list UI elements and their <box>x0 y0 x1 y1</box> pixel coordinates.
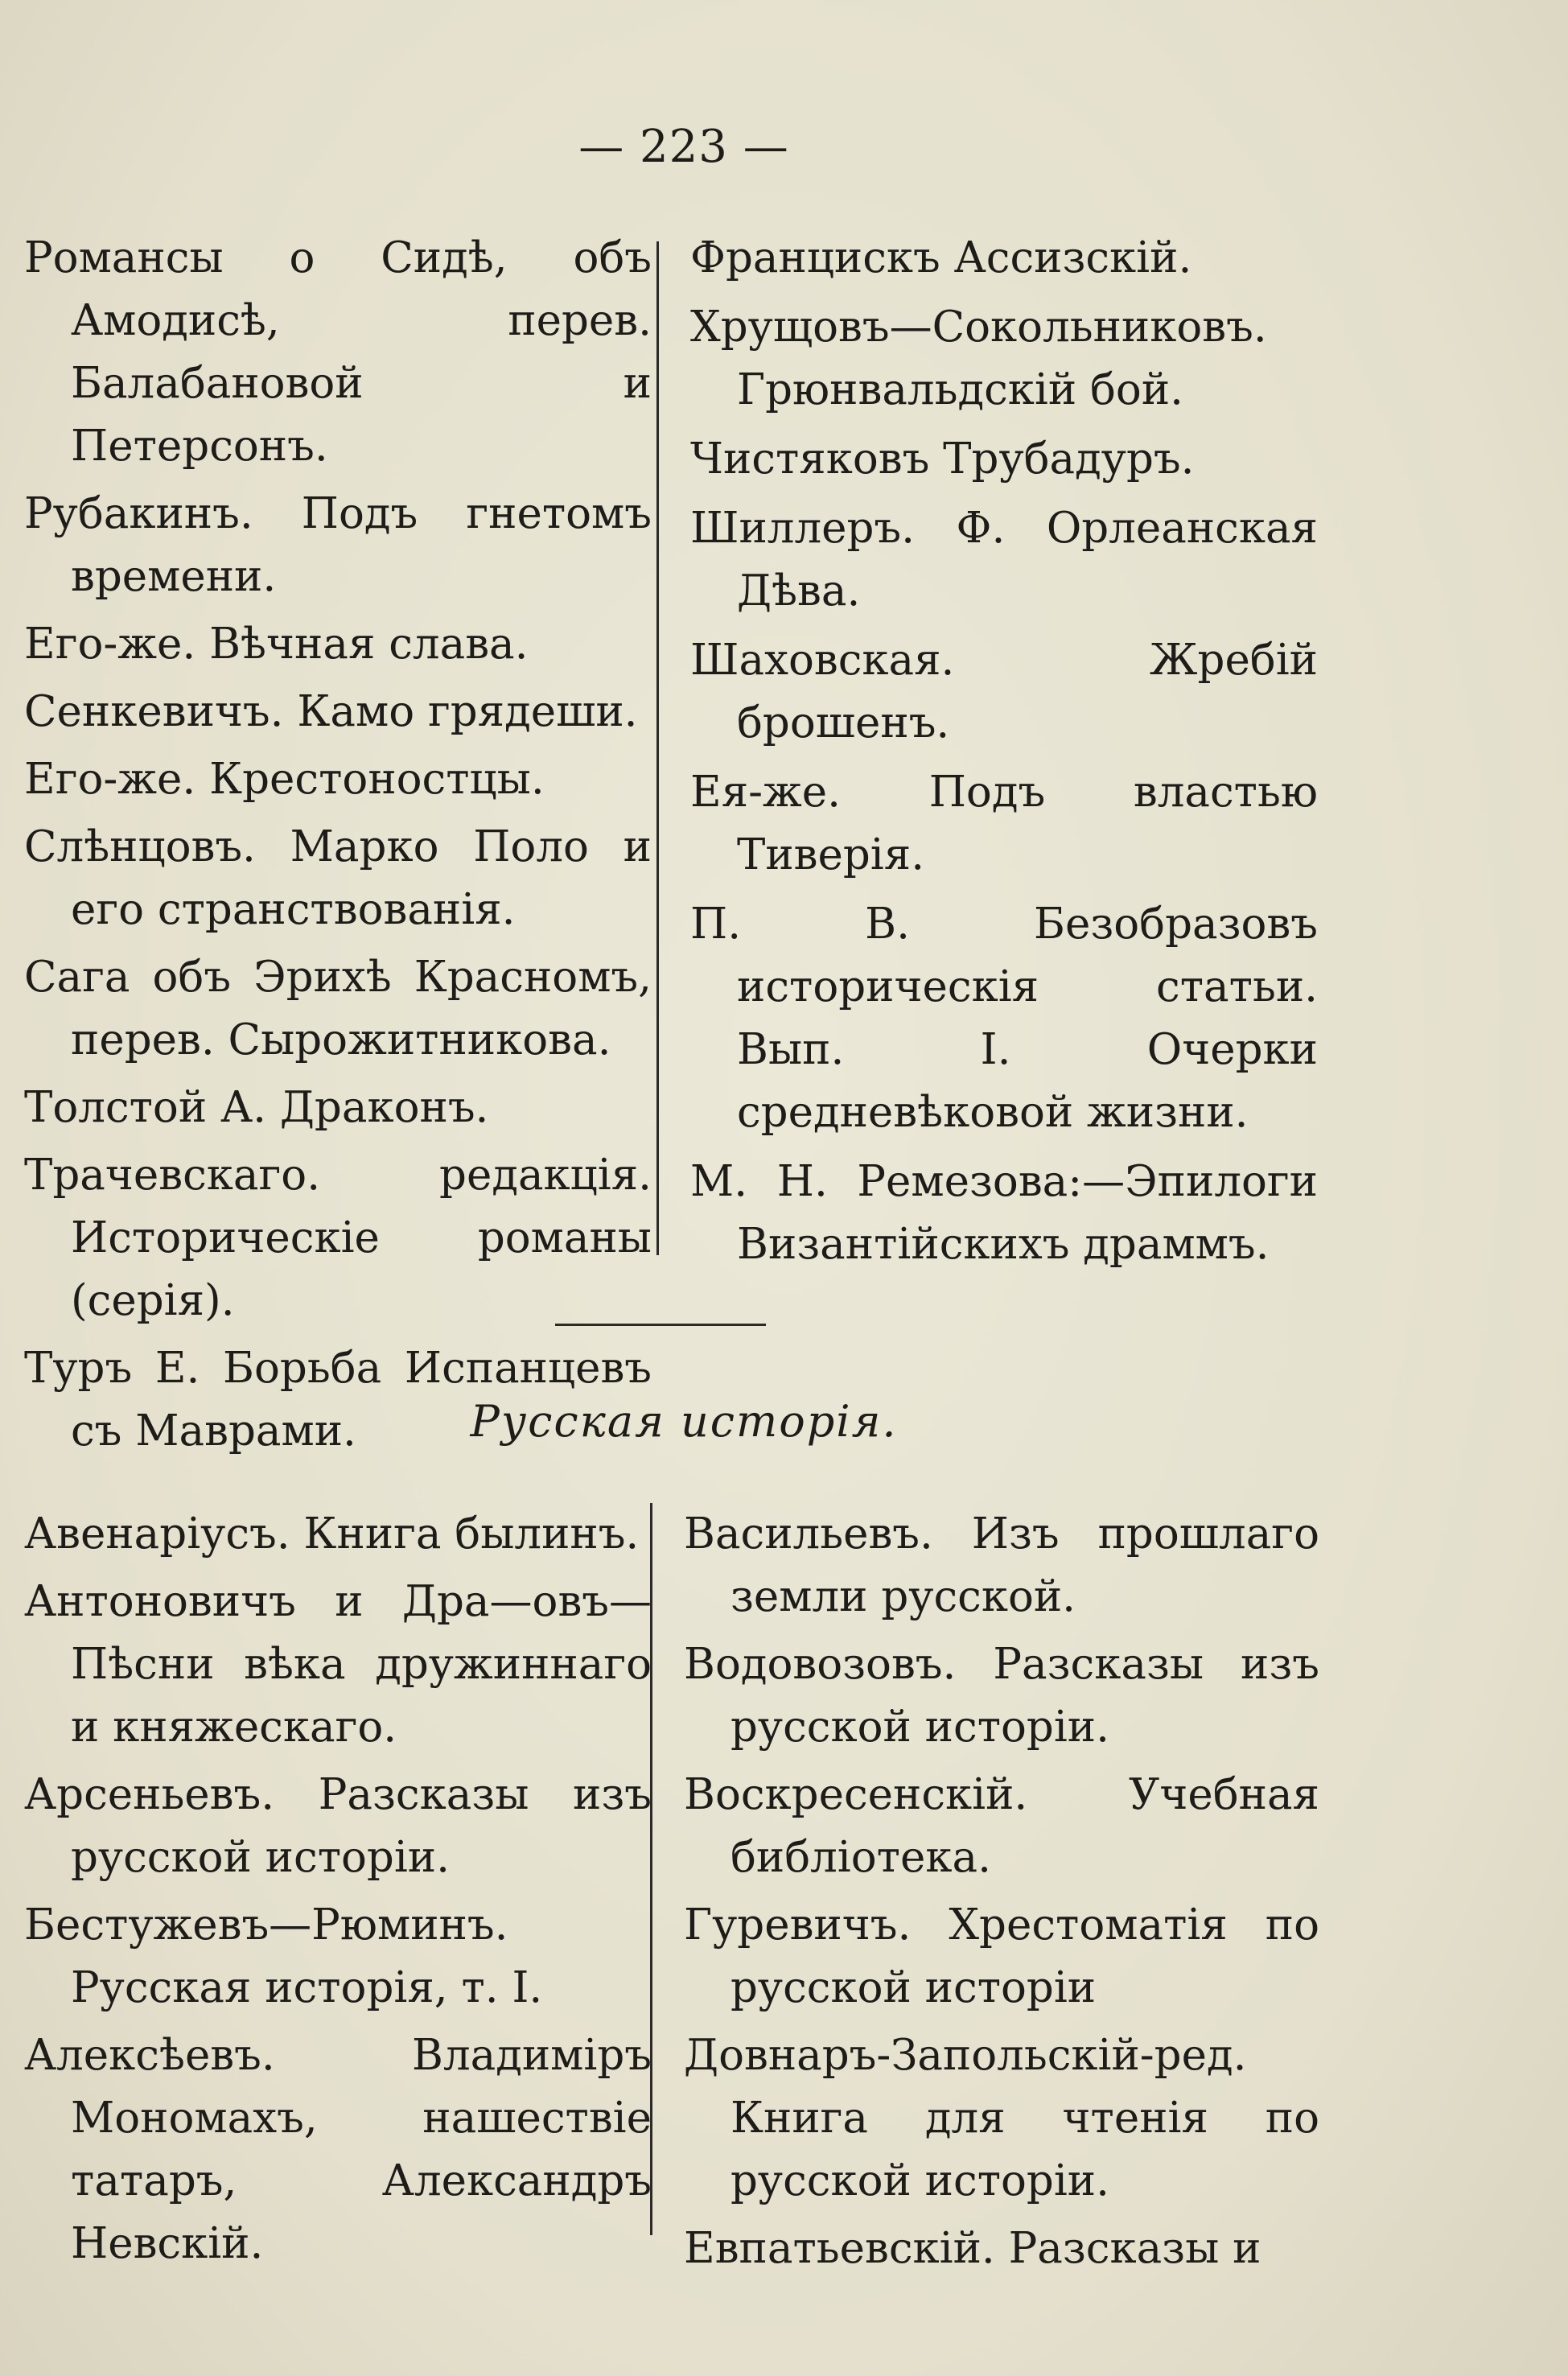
top-right-column <box>690 227 1318 1283</box>
catalog-entry: П. В. Безобразовъ историческія статьи. Вып. I. Очерки средневѣковой жизни. <box>690 900 1318 1137</box>
catalog-entry: Арсеньевъ. Разсказы изъ русской исторіи. <box>24 1770 652 1882</box>
catalog-entry: Бестужевъ—Рюминъ. Русская исторія, т. I. <box>24 1900 543 2012</box>
catalog-entry: Гуревичъ. Хрестоматія по русской исторіи <box>684 1900 1319 2012</box>
catalog-entry: Шаховская. Жребій брошенъ. <box>690 636 1318 747</box>
catalog-entry: Сага объ Эрихѣ Красномъ, перев. Сырожитникова. <box>24 953 652 1064</box>
top-left-column <box>24 227 652 1468</box>
catalog-entry: Антоновичъ и Дра—овъ— Пѣсни вѣка дружиннаго и княжескаго. <box>24 1577 652 1752</box>
catalog-entry: Евпатьевскій. Разсказы и <box>684 2224 1261 2273</box>
catalog-entry: Его-же. Крестоностцы. <box>24 755 545 804</box>
page-number: — 223 — <box>578 121 789 173</box>
catalog-entry: М. Н. Ремезова:—Эпилоги Византійскихъ драммъ. <box>690 1157 1318 1269</box>
catalog-entry: Романсы о Сидѣ, объ Амодисѣ, перев. Балабановой и Петерсонъ. <box>24 233 652 471</box>
bottom-right-column <box>684 1503 1319 2285</box>
catalog-entry: Туръ Е. Борьба Испанцевъ съ Маврами. <box>24 1344 652 1456</box>
catalog-entry: Васильевъ. Изъ прошлаго земли русской. <box>684 1509 1319 1621</box>
column-divider-top <box>656 241 659 1255</box>
catalog-entry: Слѣнцовъ. Марко Поло и его странствованія. <box>24 822 652 934</box>
catalog-entry: Рубакинъ. Подъ гнетомъ времени. <box>24 489 652 601</box>
catalog-entry: Хрущовъ—Сокольниковъ. Грюнвальдскій бой. <box>690 303 1267 414</box>
section-heading: Русская исторія. <box>470 1396 898 1447</box>
bottom-left-column <box>24 1503 652 2280</box>
catalog-entry: Чистяковъ Трубадуръ. <box>690 434 1195 484</box>
catalog-entry: Толстой А. Драконъ. <box>24 1083 489 1132</box>
catalog-entry: Воскресенскій. Учебная библіотека. <box>684 1770 1319 1882</box>
section-rule <box>555 1324 766 1326</box>
catalog-entry: Шиллеръ. Ф. Орлеанская Дѣва. <box>690 504 1318 616</box>
catalog-entry: Довнаръ-Запольскій-ред. Книга для чтенія по русской исторіи. <box>684 2031 1319 2205</box>
catalog-entry: Сенкевичъ. Камо грядеши. <box>24 687 638 736</box>
catalog-entry: Ея-же. Подъ властью Тиверія. <box>690 768 1318 879</box>
catalog-entry: Трачевскаго. редакція. Историческіе романы (серія). <box>24 1151 652 1325</box>
catalog-entry: Авенаріусъ. Книга былинъ. <box>24 1509 640 1559</box>
catalog-entry: Францискъ Ассизскій. <box>690 233 1192 282</box>
catalog-entry: Его-же. Вѣчная слава. <box>24 620 529 669</box>
catalog-entry: Алексѣевъ. Владиміръ Мономахъ, нашествіе татаръ, Александръ Невскій. <box>24 2031 652 2268</box>
catalog-entry: Водовозовъ. Разсказы изъ русской исторіи. <box>684 1640 1319 1752</box>
